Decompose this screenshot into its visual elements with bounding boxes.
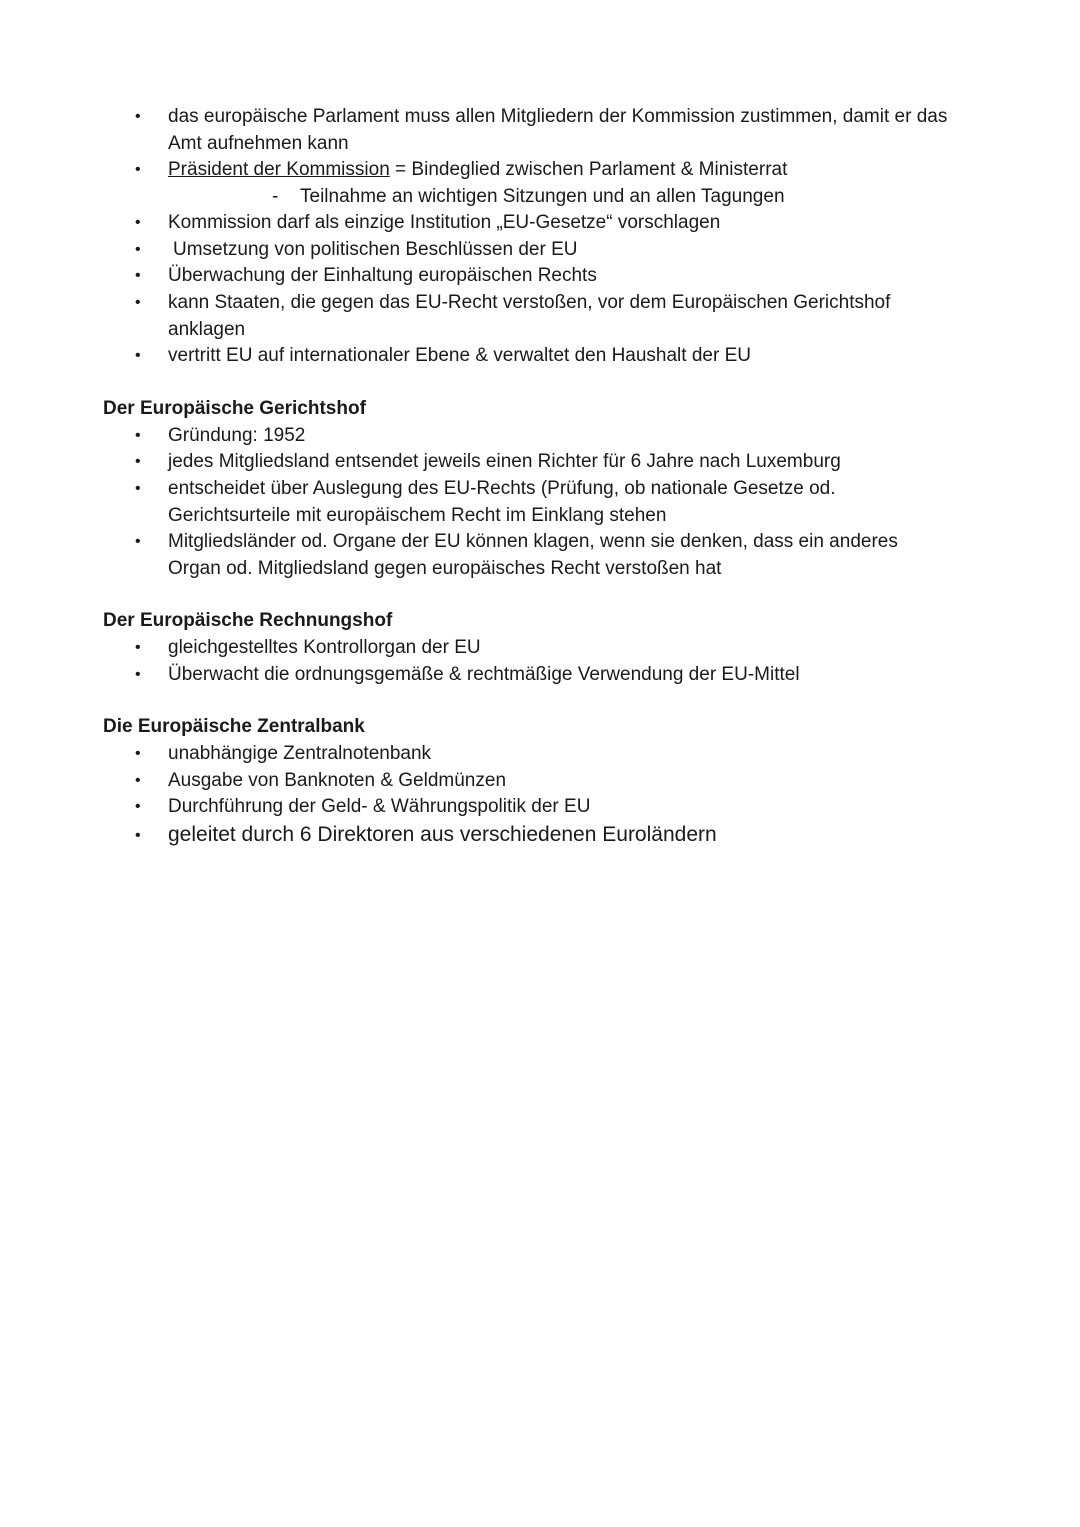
list-item: unabhängige Zentralnotenbank [168,743,432,764]
bullet-icon: • [135,347,141,364]
bullet-icon: • [135,108,141,125]
list-item: vertritt EU auf internationaler Ebene & verwaltet den Haushalt der EU [168,345,751,366]
list-item [168,157,968,184]
list-item: kann Staaten, die gegen das EU-Recht verstoßen, vor dem Europäischen Gerichtshof anklagen [168,292,891,340]
list-item: Ausgabe von Banknoten & Geldmünzen [168,770,507,791]
bullet-icon: • [135,214,141,231]
president-text: = Bindeglied zwischen Parlament & Ministerrat [389,159,788,180]
president-label: Präsident der Kommission [168,159,390,180]
list-item: geleitet durch 6 Direktoren aus verschiedenen Euroländern [168,823,717,846]
list-item: Durchführung der Geld- & Währungspolitik der EU [168,796,591,817]
list-item: Mitgliedsländer od. Organe der EU können klagen, wenn sie denken, dass ein anderes Organ od. Mitgliedsland gegen europäisches Recht verstoßen hat [168,531,898,579]
list-item: gleichgestelltes Kontrollorgan der EU [168,637,481,658]
list-item: Umsetzung von politischen Beschlüssen der EU [173,239,578,260]
list-item: jedes Mitgliedsland entsendet jeweils einen Richter für 6 Jahre nach Luxemburg [168,451,841,472]
bullet-icon: • [135,267,141,284]
bullet-icon: • [135,639,141,656]
dash-icon: - [272,186,279,207]
section-heading: Die Europäische Zentralbank [103,716,365,737]
bullet-icon: • [135,294,141,311]
section-heading: Der Europäische Rechnungshof [103,610,393,631]
bullet-icon: • [135,427,141,444]
list-item: Überwacht die ordnungsgemäße & rechtmäßige Verwendung der EU-Mittel [168,664,800,685]
bullet-icon: • [135,745,141,762]
bullet-icon: • [135,161,141,178]
list-item: entscheidet über Auslegung des EU-Rechts (Prüfung, ob nationale Gesetze od. Gerichtsurteile mit europäischem Recht im Einklang stehen [168,478,836,526]
sub-list-item: Teilnahme an wichtigen Sitzungen und an allen Tagungen [300,186,785,207]
bullet-icon: • [135,241,141,258]
list-item: Gründung: 1952 [168,425,306,446]
bullet-icon: • [135,453,141,470]
bullet-icon: • [135,798,141,815]
bullet-icon: • [135,666,141,683]
bullet-icon: • [135,772,141,789]
bullet-icon: • [135,827,141,844]
section-heading: Der Europäische Gerichtshof [103,398,366,419]
list-item: das europäische Parlament muss allen Mitgliedern der Kommission zustimmen, damit er das Amt aufnehmen kann [168,106,948,154]
list-item: Kommission darf als einzige Institution „EU-Gesetze“ vorschlagen [168,212,721,233]
bullet-icon: • [135,533,141,550]
bullet-icon: • [135,480,141,497]
list-item: Überwachung der Einhaltung europäischen Rechts [168,265,597,286]
